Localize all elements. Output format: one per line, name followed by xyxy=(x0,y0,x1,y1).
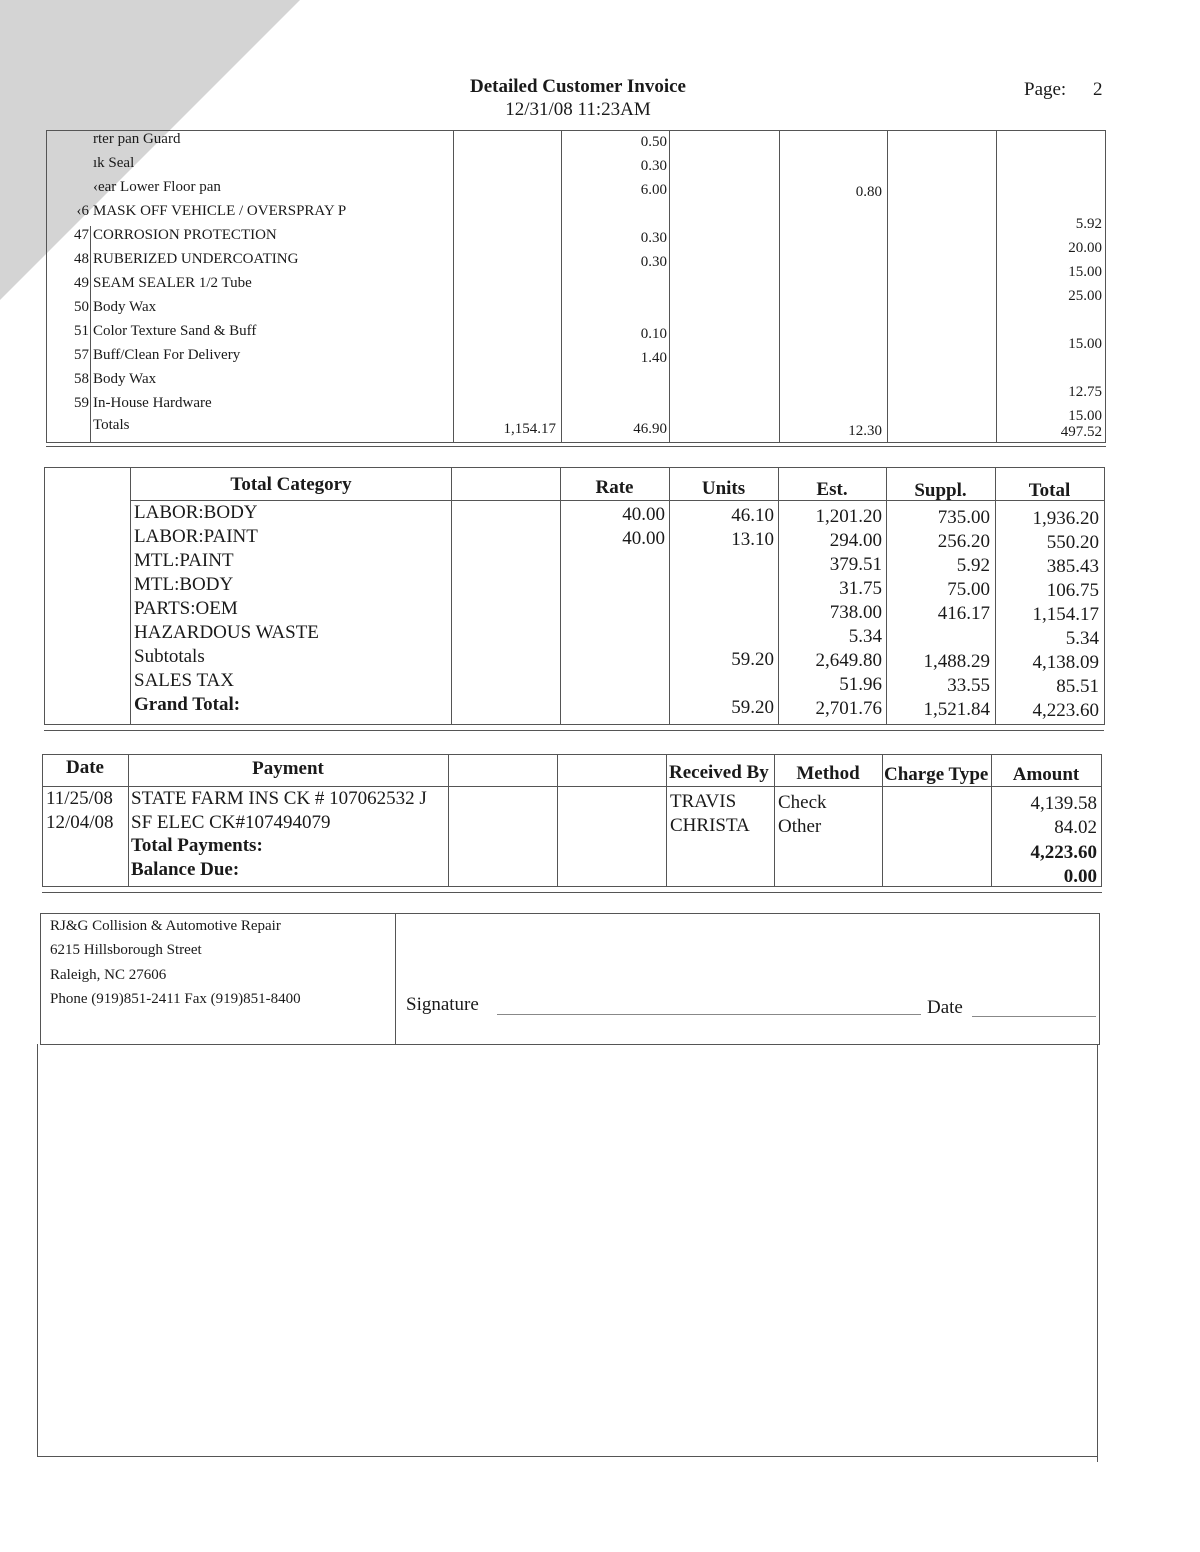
payment-method: Check xyxy=(778,792,827,813)
line-item-total: 12.75 xyxy=(1068,384,1102,400)
suppl-header: Suppl. xyxy=(914,480,967,501)
payment-received-by: TRAVIS xyxy=(670,791,737,812)
category-suppl: 256.20 xyxy=(937,531,990,552)
category-suppl: 75.00 xyxy=(947,579,990,600)
category-name: Subtotals xyxy=(134,646,205,667)
total-payments-amount: 4,223.60 xyxy=(1030,842,1097,863)
payment-description: STATE FARM INS CK # 107062532 J xyxy=(131,788,427,809)
est-header: Est. xyxy=(816,479,848,500)
category-rate: 40.00 xyxy=(622,504,665,525)
category-total: 4,138.09 xyxy=(1032,652,1099,673)
category-units: 13.10 xyxy=(731,529,774,550)
category-name: HAZARDOUS WASTE xyxy=(134,622,319,643)
line-item-number: 57 xyxy=(74,347,89,363)
category-suppl: 1,521.84 xyxy=(923,699,990,720)
category-total: 85.51 xyxy=(1056,676,1099,697)
category-units: 59.20 xyxy=(731,649,774,670)
line-totals-labor: 46.90 xyxy=(633,421,667,437)
line-item-labor-hours: 0.30 xyxy=(640,158,667,174)
category-est: 31.75 xyxy=(839,578,882,599)
rate-header: Rate xyxy=(595,477,634,498)
line-item-description: Body Wax xyxy=(93,371,157,387)
line-item-labor-hours: 0.30 xyxy=(640,254,667,270)
category-est: 738.00 xyxy=(829,602,882,623)
line-item-description: Buff/Clean For Delivery xyxy=(93,347,241,363)
line-item-total: 25.00 xyxy=(1068,288,1102,304)
category-suppl: 735.00 xyxy=(937,507,990,528)
payment-date: 11/25/08 xyxy=(46,788,113,809)
line-item-description: Body Wax xyxy=(93,299,157,315)
line-item-labor-hours: 0.10 xyxy=(640,326,667,342)
date-label: Date xyxy=(927,997,963,1018)
line-item-total: 5.92 xyxy=(1075,216,1102,232)
category-name: LABOR:PAINT xyxy=(134,526,258,547)
line-totals-paint: 12.30 xyxy=(848,423,882,439)
invoice-datetime: 12/31/08 11:23AM xyxy=(505,99,651,120)
line-item-description: SEAM SEALER 1/2 Tube xyxy=(93,275,252,291)
category-header: Total Category xyxy=(230,474,352,495)
shop-name: RJ&G Collision & Automotive Repair xyxy=(50,918,281,934)
signature-line xyxy=(497,1014,921,1015)
line-item-number: 47 xyxy=(74,227,89,243)
line-item-description: MASK OFF VEHICLE / OVERSPRAY P xyxy=(93,203,347,219)
charge-type-header: Charge Type xyxy=(884,764,989,785)
category-rate: 40.00 xyxy=(622,528,665,549)
category-name: LABOR:BODY xyxy=(134,502,258,523)
payment-header: Payment xyxy=(252,758,324,779)
category-suppl: 5.92 xyxy=(956,555,990,576)
units-header: Units xyxy=(701,478,746,499)
line-totals-total: 497.52 xyxy=(1060,424,1102,440)
category-suppl: 33.55 xyxy=(947,675,990,696)
line-item-description: CORROSION PROTECTION xyxy=(93,227,277,243)
invoice-title: Detailed Customer Invoice xyxy=(469,76,686,97)
category-total: 550.20 xyxy=(1046,532,1099,553)
category-total: 385.43 xyxy=(1046,556,1099,577)
line-item-total: 15.00 xyxy=(1068,408,1102,424)
received-by-header: Received By xyxy=(669,762,769,783)
line-item-description: ık Seal xyxy=(93,155,135,171)
line-item-paint-hours: 0.80 xyxy=(855,184,882,200)
line-item-total: 15.00 xyxy=(1068,264,1102,280)
category-est: 5.34 xyxy=(848,626,882,647)
line-item-number: 58 xyxy=(74,371,89,387)
category-suppl: 1,488.29 xyxy=(923,651,990,672)
line-item-description: rter pan Guard xyxy=(93,131,181,147)
category-name: SALES TAX xyxy=(134,670,235,691)
shop-city: Raleigh, NC 27606 xyxy=(50,967,167,983)
category-total: 4,223.60 xyxy=(1032,700,1099,721)
line-item-labor-hours: 6.00 xyxy=(640,182,667,198)
signature-label: Signature xyxy=(406,994,479,1015)
category-total: 1,936.20 xyxy=(1032,508,1099,529)
category-est: 51.96 xyxy=(839,674,882,695)
line-item-labor-hours: 0.30 xyxy=(640,230,667,246)
category-units: 59.20 xyxy=(731,697,774,718)
balance-due-label: Balance Due: xyxy=(131,859,240,880)
line-item-description: ‹ear Lower Floor pan xyxy=(93,179,221,195)
shop-phone-fax: Phone (919)851-2411 Fax (919)851-8400 xyxy=(50,991,301,1007)
amount-header: Amount xyxy=(1012,764,1080,785)
category-name: Grand Total: xyxy=(134,694,241,715)
line-item-description: RUBERIZED UNDERCOATING xyxy=(93,251,299,267)
line-item-total: 15.00 xyxy=(1068,336,1102,352)
line-totals-parts: 1,154.17 xyxy=(503,421,556,437)
category-est: 1,201.20 xyxy=(815,506,882,527)
line-item-number: ‹6 xyxy=(76,203,89,219)
payment-received-by: CHRISTA xyxy=(670,815,750,836)
payment-date: 12/04/08 xyxy=(46,812,114,833)
line-item-number: 48 xyxy=(74,251,89,267)
category-name: MTL:BODY xyxy=(134,574,234,595)
category-est: 294.00 xyxy=(829,530,882,551)
category-total: 5.34 xyxy=(1065,628,1099,649)
category-est: 2,649.80 xyxy=(815,650,882,671)
date-line xyxy=(972,1016,1096,1017)
category-est: 2,701.76 xyxy=(815,698,882,719)
category-units: 46.10 xyxy=(731,505,774,526)
line-item-total: 20.00 xyxy=(1068,240,1102,256)
line-item-number: 49 xyxy=(74,275,89,291)
category-suppl: 416.17 xyxy=(937,603,990,624)
page-number: 2 xyxy=(1093,79,1103,100)
line-item-labor-hours: 1.40 xyxy=(640,350,667,366)
category-name: PARTS:OEM xyxy=(134,598,238,619)
category-total: 106.75 xyxy=(1046,580,1099,601)
payment-description: SF ELEC CK#107494079 xyxy=(131,812,331,833)
date-header: Date xyxy=(66,757,104,778)
balance-due-amount: 0.00 xyxy=(1063,866,1097,887)
payment-amount: 4,139.58 xyxy=(1030,793,1097,814)
method-header: Method xyxy=(796,763,860,784)
line-item-number: 51 xyxy=(74,323,89,339)
page-label: Page: xyxy=(1024,79,1067,100)
line-item-description: Color Texture Sand & Buff xyxy=(93,323,257,339)
line-item-number: 50 xyxy=(74,299,89,315)
total-header: Total xyxy=(1028,480,1071,501)
category-est: 379.51 xyxy=(829,554,882,575)
line-item-description: In-House Hardware xyxy=(93,395,212,411)
shop-street: 6215 Hillsborough Street xyxy=(50,942,202,958)
payment-amount: 84.02 xyxy=(1054,817,1097,838)
line-item-labor-hours: 0.50 xyxy=(640,134,667,150)
total-payments-label: Total Payments: xyxy=(131,835,263,856)
category-total: 1,154.17 xyxy=(1032,604,1099,625)
line-item-number: 59 xyxy=(74,395,89,411)
payment-method: Other xyxy=(778,816,822,837)
category-name: MTL:PAINT xyxy=(134,550,234,571)
line-totals-label: Totals xyxy=(93,417,130,433)
